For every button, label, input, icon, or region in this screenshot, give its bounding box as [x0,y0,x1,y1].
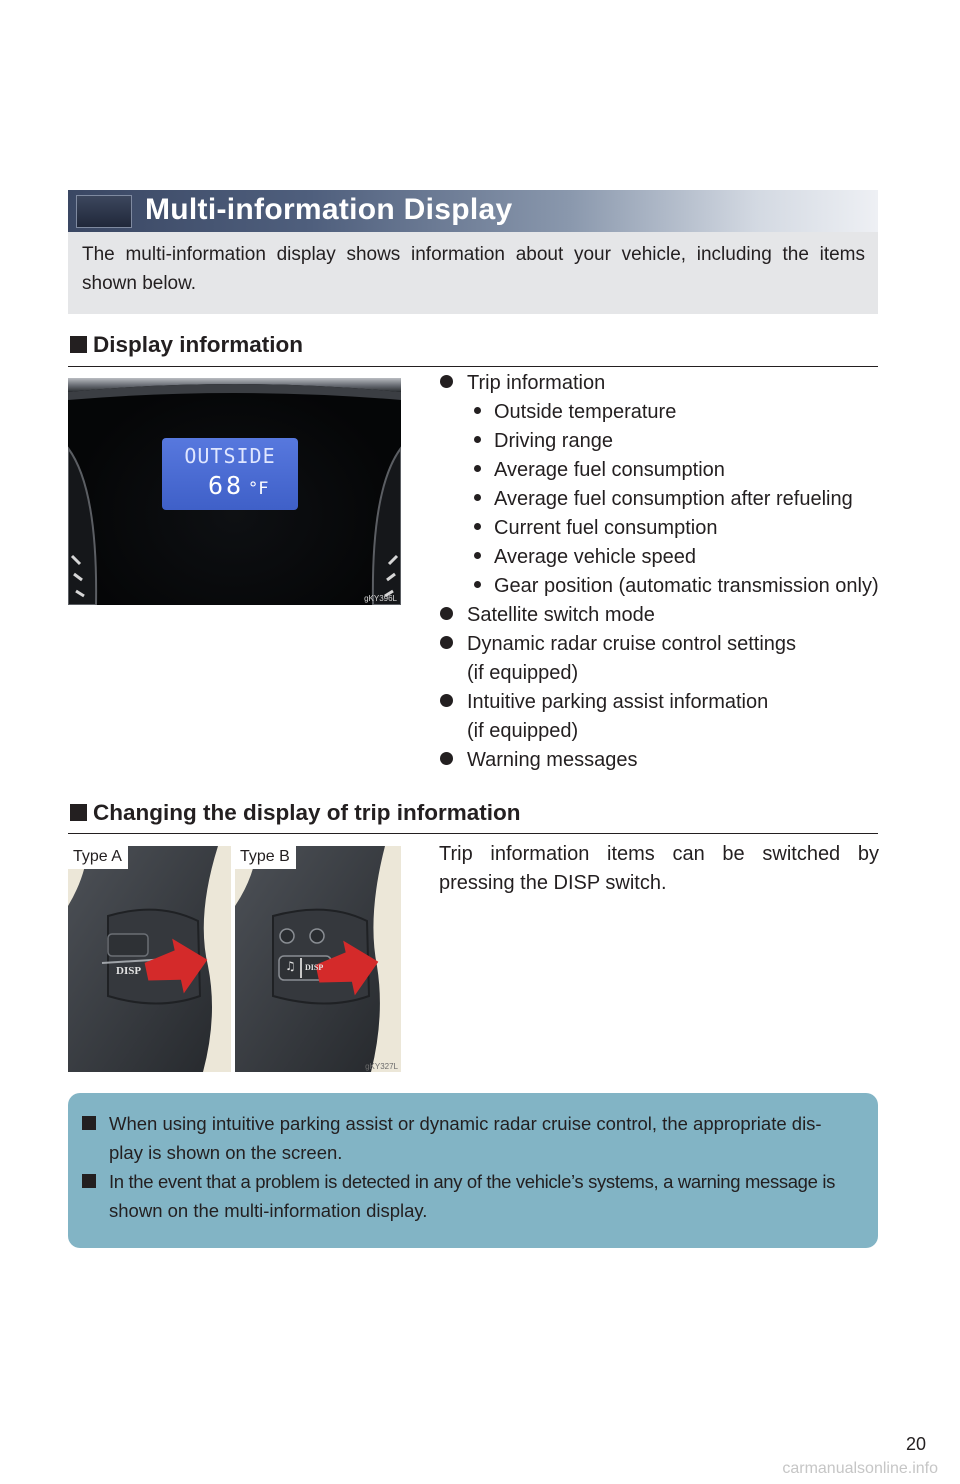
section-heading-display-information [70,332,303,358]
list-item-label: Average vehicle speed [494,546,696,568]
note-item [82,1171,835,1193]
dot-icon [474,465,481,472]
section-rule [68,366,878,367]
section-heading-label: Display information [93,332,304,357]
list-item [440,604,655,627]
list-item-label: Intuitive parking assist information [467,691,769,713]
trip-switch-description: Trip information items can be switched by pressing the DISP switch. [439,843,879,894]
bullet-icon [440,752,453,765]
note-item [82,1113,822,1135]
page-number: 20 [905,1434,926,1454]
bullet-icon [440,636,453,649]
voice-icon: ♫ [285,959,296,973]
list-item-label: Average fuel consumption after refueling [494,488,853,510]
square-bullet-icon [82,1174,96,1188]
steering-switch-image-type-a [68,846,231,1072]
type-a-label: Type A [68,846,128,869]
list-item-label: Current fuel consumption [494,517,718,539]
section-heading-label: Changing the display of trip information [93,800,521,825]
list-item [440,691,768,714]
note-text-continuation: shown on the multi-information display. [109,1200,428,1221]
disp-switch-label: DISP [116,965,142,977]
section-heading-changing-display [70,800,521,826]
note-text-continuation: play is shown on the screen. [109,1142,343,1163]
dot-icon [474,407,481,414]
list-item-trip-information [440,372,605,395]
square-bullet-icon [82,1116,96,1130]
dot-icon [474,494,481,501]
list-item [474,546,696,569]
square-bullet-icon [70,336,87,353]
steering-switch-image-type-b [235,846,401,1072]
intro-text: The multi-information display shows information about your vehicle, including the items shown below. [82,244,865,294]
list-item-label: Average fuel consumption [494,459,725,481]
list-item [474,575,879,598]
note-text: When using intuitive parking assist or dynamic radar cruise control, the appropriate dis- [109,1113,822,1134]
list-item [440,633,796,656]
image-caption: gKY327L [365,1062,398,1071]
list-item-label: Driving range [494,430,613,452]
dot-icon [474,552,481,559]
list-item-continuation: (if equipped) [467,720,579,742]
dot-icon [474,436,481,443]
list-item-label: Warning messages [467,749,638,771]
disp-switch-label: DISP [305,963,324,972]
list-item [474,430,613,453]
list-item [474,488,853,511]
meter-display-image [68,378,401,605]
dot-icon [474,523,481,530]
type-b-label: Type B [235,846,296,869]
section-rule [68,833,878,834]
steering-wheel-illustration [68,846,231,1072]
list-item-label: Outside temperature [494,401,677,423]
bullet-icon [440,694,453,707]
title-decoration-chip [76,195,132,228]
list-item [440,749,637,772]
list-item [474,517,717,540]
page-title: Multi-information Display [145,193,513,226]
watermark: carmanualsonline.info [782,1460,938,1477]
bullet-icon [440,607,453,620]
dot-icon [474,581,481,588]
list-item-continuation: (if equipped) [467,662,579,684]
lcd-unit: °F [248,479,269,499]
list-item-label: Satellite switch mode [467,604,655,626]
list-item [474,401,676,424]
list-item-label: Trip information [467,372,606,394]
list-item-label: Dynamic radar cruise control settings [467,633,797,655]
image-caption: gKY396L [364,594,397,603]
square-bullet-icon [70,804,87,821]
note-text: In the event that a problem is detected in any of the vehicle’s systems, a warning message is [109,1171,836,1192]
lcd-label: OUTSIDE [184,444,276,468]
list-item [474,459,725,482]
lcd-value: 68 [208,471,245,500]
steering-wheel-illustration [235,846,401,1072]
bullet-icon [440,375,453,388]
list-item-label: Gear position (automatic transmission only) [494,575,879,597]
